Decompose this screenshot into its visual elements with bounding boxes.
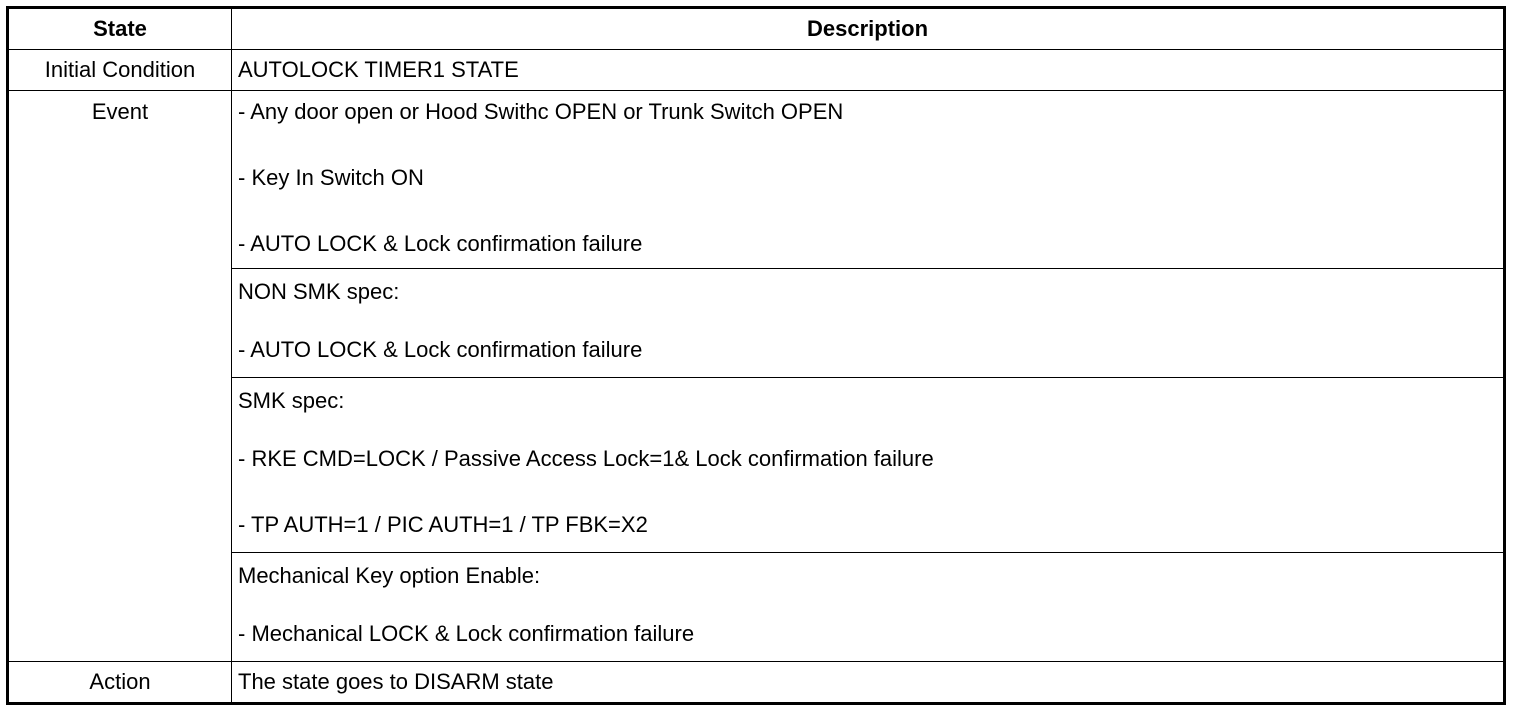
event-line: SMK spec: bbox=[238, 388, 345, 413]
event-block-smk bbox=[232, 378, 1505, 553]
description-action: The state goes to DISARM state bbox=[232, 662, 1505, 704]
description-initial-condition: AUTOLOCK TIMER1 STATE bbox=[232, 50, 1505, 91]
state-transition-table bbox=[6, 6, 1506, 705]
row-action bbox=[8, 662, 1505, 704]
event-line: Mechanical Key option Enable: bbox=[238, 563, 541, 588]
event-line: - Any door open or Hood Swithc OPEN or Trunk Switch OPEN bbox=[238, 99, 844, 124]
row-event bbox=[8, 91, 1505, 269]
state-action: Action bbox=[8, 662, 232, 704]
row-event-mechanical-key bbox=[8, 553, 1505, 662]
row-initial-condition bbox=[8, 50, 1505, 91]
event-line: - TP AUTH=1 / PIC AUTH=1 / TP FBK=X2 bbox=[238, 512, 648, 537]
event-line: - AUTO LOCK & Lock confirmation failure bbox=[238, 337, 643, 362]
event-line: - AUTO LOCK & Lock confirmation failure bbox=[238, 231, 643, 256]
event-block-non-smk bbox=[232, 269, 1505, 378]
state-event: Event bbox=[8, 91, 232, 662]
header-row bbox=[8, 8, 1505, 50]
event-block-mechanical-key bbox=[232, 553, 1505, 662]
header-state: State bbox=[8, 8, 232, 50]
row-event-non-smk bbox=[8, 269, 1505, 378]
event-line: - Mechanical LOCK & Lock confirmation failure bbox=[238, 621, 695, 646]
row-event-smk bbox=[8, 378, 1505, 553]
state-initial-condition: Initial Condition bbox=[8, 50, 232, 91]
event-line: NON SMK spec: bbox=[238, 279, 400, 304]
event-line: - Key In Switch ON bbox=[238, 165, 424, 190]
header-description: Description bbox=[232, 8, 1505, 50]
event-line: - RKE CMD=LOCK / Passive Access Lock=1& Lock confirmation failure bbox=[238, 446, 934, 471]
event-block-general bbox=[232, 91, 1505, 269]
